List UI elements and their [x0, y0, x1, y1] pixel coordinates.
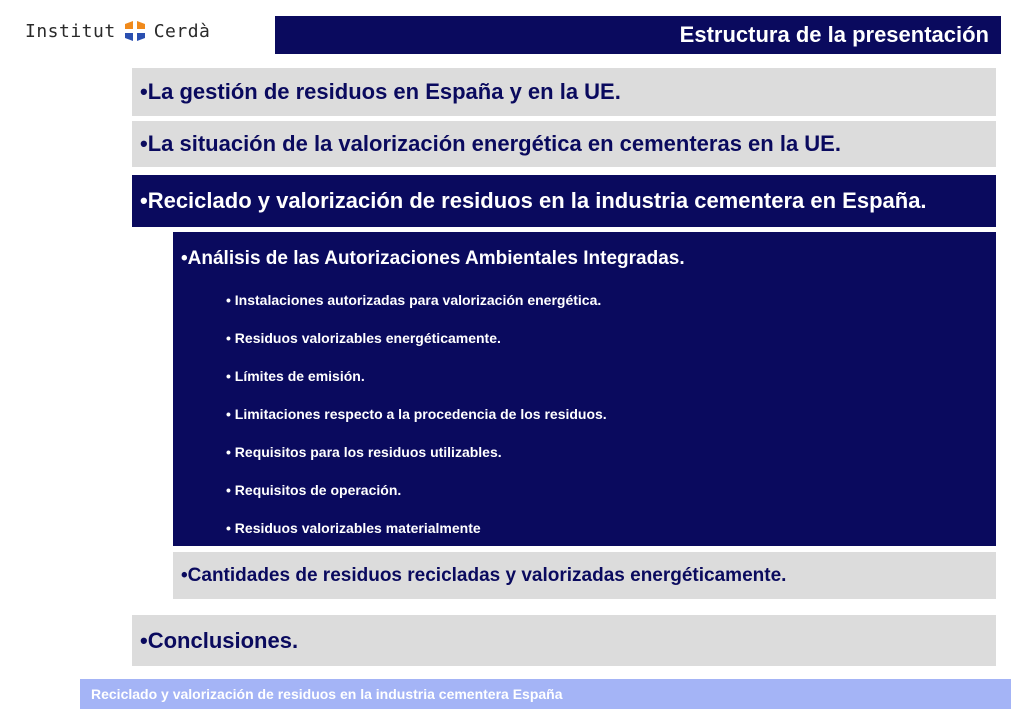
list-item: • Residuos valorizables materialmente	[226, 520, 481, 536]
list-item: • Limitaciones respecto a la procedencia de los residuos.	[226, 406, 607, 422]
subsection-aai-analysis	[173, 232, 996, 546]
list-item: • Residuos valorizables energéticamente.	[226, 330, 501, 346]
section-label: •La situación de la valorización energética en cementeras en la UE.	[140, 131, 841, 156]
subsection-heading: •Análisis de las Autorizaciones Ambientales Integradas.	[181, 248, 685, 269]
footer-text: Reciclado y valorización de residuos en la industria cementera España	[91, 686, 563, 702]
section-label: •Cantidades de residuos recicladas y valorizadas energéticamente.	[181, 564, 787, 586]
section-label: •La gestión de residuos en España y en la UE.	[140, 79, 621, 104]
page-title: Estructura de la presentación	[679, 22, 989, 47]
section-waste-management	[132, 68, 996, 116]
list-item: • Límites de emisión.	[226, 368, 365, 384]
logo-left-word: Institut	[25, 20, 116, 42]
section-label: •Conclusiones.	[140, 627, 299, 653]
list-item: • Requisitos para los residuos utilizables.	[226, 444, 502, 460]
section-energy-recovery-eu	[132, 121, 996, 167]
section-recycling-spain-active	[132, 175, 996, 227]
footer-bar	[80, 679, 1011, 709]
presentation-title-bar	[275, 16, 1001, 54]
list-item: • Instalaciones autorizadas para valorización energética.	[226, 292, 602, 308]
subsection-list	[226, 292, 607, 558]
section-label: •Reciclado y valorización de residuos en la industria cementera en España.	[140, 188, 927, 213]
list-item: • Requisitos de operación.	[226, 482, 402, 498]
section-conclusions	[132, 615, 996, 666]
institut-cerda-logo	[25, 16, 210, 46]
subsection-quantities	[173, 552, 996, 599]
logo-right-word: Cerdà	[153, 20, 211, 42]
logo-mark-icon	[122, 18, 148, 44]
